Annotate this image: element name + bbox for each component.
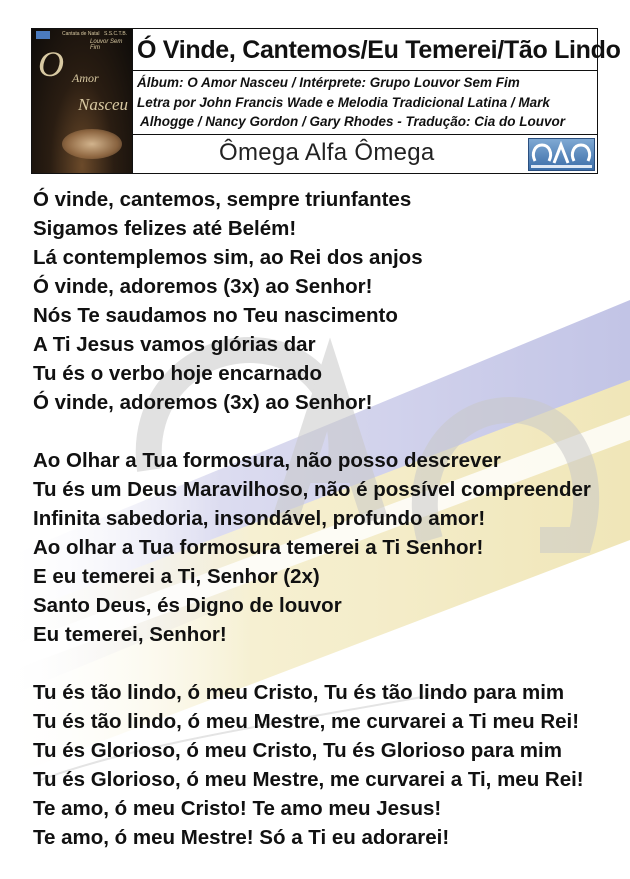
cover-top-left: Cantata de Natal [62,31,100,37]
lyric-line: Tu és o verbo hoje encarnado [33,362,322,385]
lyric-line: Tu és um Deus Maravilhoso, não é possível compreender [33,478,591,501]
lyric-line: A Ti Jesus vamos glórias dar [33,333,316,356]
header-panel [31,28,621,174]
cover-title-nasceu: Nasceu [78,95,129,114]
lyrics [33,185,591,852]
lyric-line: Eu temerei, Senhor! [33,623,227,646]
lyric-line: Tu és Glorioso, ó meu Cristo, Tu és Glorioso para mim [33,739,562,762]
lyric-line: Tu és tão lindo, ó meu Mestre, me curvarei a Ti meu Rei! [33,710,580,733]
lyric-line: Ó vinde, adoremos (3x) ao Senhor! [33,275,373,298]
lyric-line: Ao olhar a Tua formosura temerei a Ti Senhor! [33,536,484,559]
brand-name: Ômega Alfa Ômega [219,139,435,166]
cover-top-right: S.S.C.T.B. [104,31,128,37]
cover-title-o: O [38,44,64,84]
lyric-line: Ao Olhar a Tua formosura, não posso descrever [33,449,501,472]
lyric-line: Infinita sabedoria, insondável, profundo amor! [33,507,486,530]
song-title: Ó Vinde, Cantemos/Eu Temerei/Tão Lindo [137,36,621,64]
credits-line-2: Alhogge / Nancy Gordon / Gary Rhodes - Tradução: Cia do Louvor [140,114,566,129]
lyric-line: Te amo, ó meu Cristo! Te amo meu Jesus! [33,797,442,820]
lyric-line: Tu és Glorioso, ó meu Mestre, me curvarei a Ti, meu Rei! [33,768,584,791]
lyric-line: Sigamos felizes até Belém! [33,217,297,240]
lyric-line: Tu és tão lindo, ó meu Cristo, Tu és tão lindo para mim [33,681,565,704]
lyric-line: Ó vinde, cantemos, sempre triunfantes [33,188,412,211]
lyric-line: Nós Te saudamos no Teu nascimento [33,304,398,327]
credits-line-1: Letra por John Francis Wade e Melodia Tradicional Latina / Mark [137,95,550,110]
album-info: Álbum: O Amor Nasceu / Intérprete: Grupo Louvor Sem Fim [137,75,520,90]
stanza-2 [33,446,591,649]
cover-title-amor: Amor [72,71,99,85]
stanza-gap [33,649,591,678]
album-cover [32,29,133,173]
cover-baby-image [62,129,122,159]
stanza-1 [33,185,591,417]
stanza-3 [33,678,591,852]
cover-performer: Louvor Sem Fim [90,39,123,51]
lyric-line: E eu temerei a Ti, Senhor (2x) [33,565,320,588]
lyric-line: Lá contemplemos sim, ao Rei dos anjos [33,246,423,269]
stanza-gap [33,417,591,446]
lyric-line: Ó vinde, adoremos (3x) ao Senhor! [33,391,373,414]
lyric-line: Santo Deus, és Digno de louvor [33,594,342,617]
omega-alfa-omega-logo-icon [528,138,595,171]
lyric-line: Te amo, ó meu Mestre! Só a Ti eu adorarei! [33,826,450,849]
